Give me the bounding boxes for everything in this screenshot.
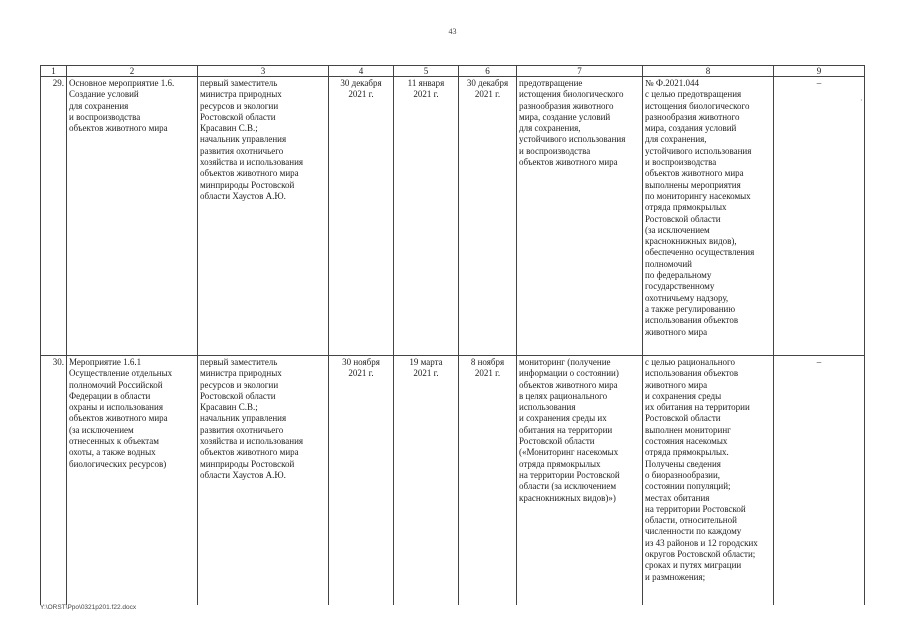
actual-result: с целью рационального использования объектов животного мира и сохранения среды их обитания на территории Ростовской области выполнен мониторинг состояния насекомых отряда прямокрылых. Получены сведения о биоразнообразии, состоянии популяций; местах обитания на территории Ростовской области, относительной численности по каждому из 43 районов и 12 городских округов Ростовской области; сроках и путях миграции и размножения; <box>643 356 774 606</box>
planned-start-date: 30 декабря 2021 г. <box>329 77 394 356</box>
actual-date: 8 ноября 2021 г. <box>459 356 517 606</box>
footer-file-path: Y:\ORST\Ppo\0321p201.f22.docx <box>40 604 137 611</box>
planned-end-date: 19 марта 2021 г. <box>394 356 459 606</box>
responsible-person: первый заместитель министра природных ресурсов и экологии Ростовской области Красавин С.В.; начальник управления развития охотничьего хозяйства и использования объектов животного мира минприроды Ростовской области Хаустов А.Ю. <box>198 77 329 356</box>
expected-result: предотвращение истощения биологического разнообразия животного мира, создание условий для сохранения, устойчивого использования и воспроизводства объектов животного мира <box>517 77 643 356</box>
header-row <box>41 66 865 77</box>
responsible-person: первый заместитель министра природных ресурсов и экологии Ростовской области Красавин С.В.; начальник управления развития охотничьего хозяйства и использования объектов животного мира минприроды Ростовской области Хаустов А.Ю. <box>198 356 329 606</box>
header-cell: 9 <box>774 66 865 77</box>
note-cell: – <box>774 77 865 356</box>
row-number: 30. <box>41 356 67 606</box>
header-cell: 5 <box>394 66 459 77</box>
actual-date: 30 декабря 2021 г. <box>459 77 517 356</box>
header-cell: 4 <box>329 66 394 77</box>
row-number: 29. <box>41 77 67 356</box>
header-cell: 6 <box>459 66 517 77</box>
stray-mark: · <box>860 96 863 105</box>
table-row <box>41 356 865 606</box>
actual-result: № Ф.2021.044 с целью предотвращения истощения биологического разнообразия животного мира, создания условий для сохранения, устойчивого использования и воспроизводства объектов животного мира выполнены мероприятия по мониторингу насекомых отряда прямокрылых Ростовской области (за исключением краснокнижных видов), обеспеченно осуществления полномочий по федеральному государственному охотничьему надзору, а также регулированию использования объектов животного мира <box>643 77 774 356</box>
event-name: Основное мероприятие 1.6. Создание условий для сохранения и воспроизводства объектов животного мира <box>67 77 198 356</box>
table-row <box>41 77 865 356</box>
header-cell: 1 <box>41 66 67 77</box>
events-table <box>40 65 865 605</box>
header-cell: 8 <box>643 66 774 77</box>
header-cell: 7 <box>517 66 643 77</box>
planned-end-date: 11 января 2021 г. <box>394 77 459 356</box>
header-cell: 3 <box>198 66 329 77</box>
expected-result: мониторинг (получение информации о состоянии) объектов животного мира в целях рационального использования и сохранения среды их обитания на территории Ростовской области («Мониторинг насекомых отряда прямокрылых на территории Ростовской области (за исключением краснокнижных видов)») <box>517 356 643 606</box>
note-cell: – <box>774 356 865 606</box>
page-number: 43 <box>448 27 457 36</box>
planned-start-date: 30 ноября 2021 г. <box>329 356 394 606</box>
event-name: Мероприятие 1.6.1 Осуществление отдельных полномочий Российской Федерации в области охраны и использования объектов животного мира (за исключением отнесенных к объектам охоты, а также водных биологических ресурсов) <box>67 356 198 606</box>
header-cell: 2 <box>67 66 198 77</box>
